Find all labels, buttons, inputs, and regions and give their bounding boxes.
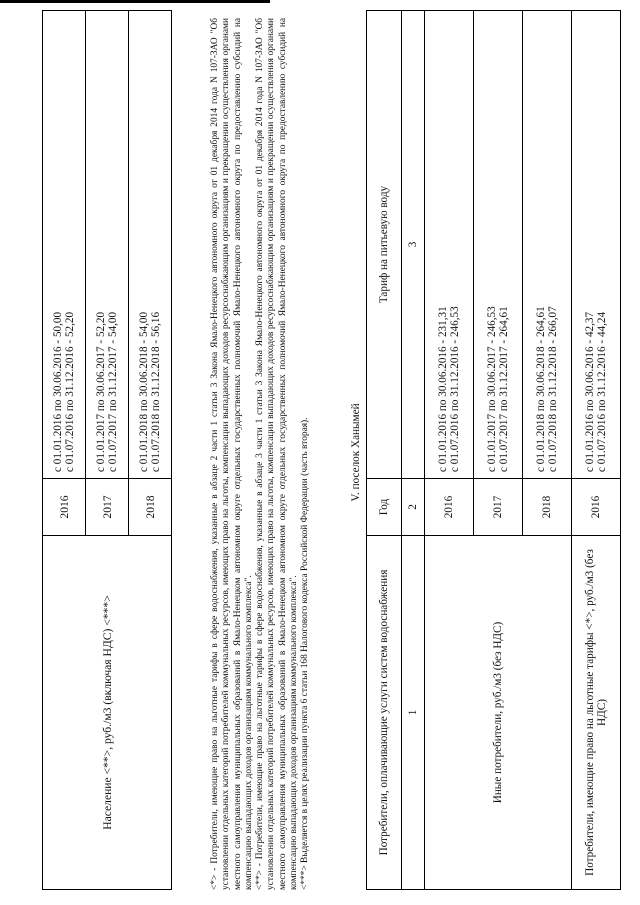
tariff-cell [523,11,572,479]
tariff-table-khanymey [366,10,621,890]
tariff-line: с 01.01.2016 по 30.06.2016 - 231,31 [436,306,449,472]
tariff-cell [129,11,172,479]
table-row [43,11,86,890]
tariff-line: с 01.07.2016 по 31.12.2016 - 246,53 [449,306,461,472]
year-cell: 2018 [129,479,172,536]
tariff-line: с 01.07.2018 по 31.12.2018 - 266,07 [547,306,559,472]
year-cell: 2017 [86,479,129,536]
table-row [572,11,621,890]
year-cell: 2017 [474,479,523,536]
tariff-line: с 01.01.2017 по 30.06.2017 - 52,20 [94,311,107,472]
tariff-line: с 01.07.2017 по 31.12.2017 - 54,00 [107,311,119,472]
tariff-line: с 01.01.2017 по 30.06.2017 - 246,53 [485,306,498,472]
tariff-cell [474,11,523,479]
tariff-line: с 01.01.2016 по 30.06.2016 - 42,37 [583,311,596,472]
column-number: 1 [402,536,425,890]
tariff-line: с 01.01.2018 по 30.06.2018 - 54,00 [137,311,150,472]
year-cell: 2018 [523,479,572,536]
header-tariff: Тариф на питьевую воду [367,11,402,479]
table-row [425,11,474,890]
consumer-cell: Потребители, имеющие право на льготные тарифы <*>, руб./м3 (без НДС) [572,536,621,890]
section-title: V. поселок Ханымей [350,403,362,502]
tariff-line: с 01.07.2018 по 31.12.2018 - 56,16 [150,311,162,472]
tariff-line: с 01.07.2017 по 31.12.2017 - 264,61 [498,306,510,472]
tariff-cell [425,11,474,479]
footnote-3: <***> Выделяется в целях реализации пункта 6 статьи 168 Налогового кодекса Российской Федерации (часть вторая). [300,417,311,890]
consumer-cell: Население <**>, руб./м3 (включая НДС) <***> [43,536,172,890]
year-cell: 2016 [43,479,86,536]
tariff-line: с 01.07.2016 по 31.12.2016 - 44,24 [596,311,608,472]
tariff-table-continued [42,10,172,890]
column-number: 3 [402,11,425,479]
tariff-cell [86,11,129,479]
year-cell: 2016 [572,479,621,536]
consumer-cell: Иные потребители, руб./м3 (без НДС) [425,536,572,890]
year-cell: 2016 [425,479,474,536]
footnote-2: <**> - Потребители, имеющие право на льготные тарифы в сфере водоснабжения, указанные в абзаце 3 части 1 статьи 3 Закона Ямало-Ненецкого автономного округа от 01 декабря 2014 года N 107-ЗАО "Об установлении отдельных категорий потребителей коммунальных ресурсов, имеющих право на льготы, компенсации выпадающих доходов ресурсоснабжающим организациям и прекращении осуществления органами местного самоуправления муниципальных образований в Ямало-Ненецком автономном округе отдельных государственных полномочий Ямало-Ненецкого автономного округа по предоставлению субсидий на компенсацию выпадающих доходов организациям коммунального комплекса". [255,18,300,890]
header-year: Год [367,479,402,536]
tariff-line: с 01.07.2016 по 31.12.2016 - 52,20 [64,311,76,472]
header-row [367,11,402,890]
tariff-line: с 01.01.2016 по 30.06.2016 - 50,00 [51,311,64,472]
column-number: 2 [402,479,425,536]
tariff-cell [572,11,621,479]
column-number-row [402,11,425,890]
footnote-1: <*> - Потребители, имеющие право на льготные тарифы в сфере водоснабжения, указанные в абзаце 2 части 1 статьи 3 Закона Ямало-Ненецкого автономного округа от 01 декабря 2014 года N 107-ЗАО "Об установлении отдельных категорий потребителей коммунальных ресурсов, имеющих право на льготы, компенсации выпадающих доходов ресурсоснабжающим организациям и прекращении осуществления органами местного самоуправления муниципальных образований в Ямало-Ненецком автономном округе отдельных государственных полномочий Ямало-Ненецкого автономного округа по предоставлению субсидий на компенсацию выпадающих доходов организациям коммунального комплекса". [210,18,254,890]
tariff-line: с 01.01.2018 по 30.06.2018 - 264,61 [534,306,547,472]
tariff-cell [43,11,86,479]
footnotes [210,18,312,890]
header-consumers: Потребители, оплачивающие услуги систем водоснабжения [367,536,402,890]
